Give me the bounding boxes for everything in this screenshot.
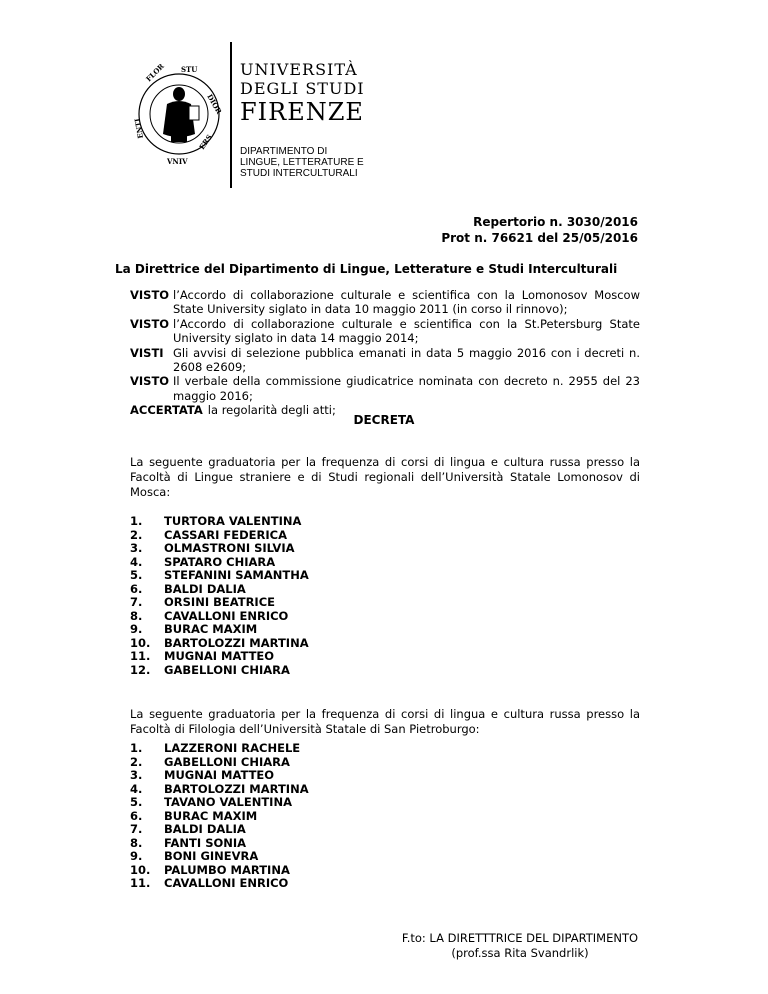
ranking-number: 4.: [130, 554, 143, 569]
ranking-number: 6.: [130, 581, 143, 596]
logo-divider: [230, 42, 232, 188]
svg-text:ERS: ERS: [197, 132, 214, 152]
ranking-number: 1.: [130, 741, 143, 755]
candidate-name: BONI GINEVRA: [164, 849, 259, 863]
whereas-clauses: [130, 288, 640, 418]
ranking-entry: [130, 864, 309, 878]
university-line-3: FIRENZE: [240, 98, 364, 126]
ranking-entry: [130, 850, 309, 864]
candidate-name: BALDI DALIA: [164, 581, 246, 596]
whereas-text: Gli avvisi di selezione pubblica emanati in data 5 maggio 2016 con i decreti n. 2608 e2609;: [173, 345, 640, 375]
candidate-name: LAZZERONI RACHELE: [164, 741, 301, 755]
ranking-entry: [130, 810, 309, 824]
ranking-number: 3.: [130, 768, 143, 782]
ranking-number: 11.: [130, 876, 151, 890]
candidate-name: GABELLONI CHIARA: [164, 754, 290, 769]
whereas-clause: [130, 317, 640, 346]
whereas-text: Il verbale della commissione giudicatrice nominata con decreto n. 2955 del 23 maggio 2016;: [173, 374, 640, 403]
ranking-number: 7.: [130, 595, 143, 609]
ranking-number: 1.: [130, 514, 143, 528]
protocol-number: Prot n. 76621 del 25/05/2016: [441, 231, 638, 245]
whereas-key: VISTO: [130, 288, 170, 302]
candidate-name: TURTORA VALENTINA: [164, 514, 302, 528]
candidate-name: MUGNAI MATTEO: [164, 768, 275, 782]
department-line-2: LINGUE, LETTERATURE E: [240, 157, 364, 168]
moscow-ranking-intro: La seguente graduatoria per la frequenza di corsi di lingua e cultura russa presso la Facoltà di Lingue straniere e di Studi regionali dell’Università Statale Lomonosov di Mosca:: [130, 455, 640, 499]
svg-text:DIOR: DIOR: [205, 92, 224, 116]
ranking-number: 2.: [130, 754, 143, 769]
decree-heading: DECRETA: [353, 413, 415, 427]
ranking-number: 4.: [130, 781, 143, 796]
candidate-name: BARTOLOZZI MARTINA: [164, 781, 309, 796]
svg-text:FLOR: FLOR: [144, 61, 166, 84]
ranking-entry: [130, 664, 309, 678]
whereas-key: VISTO: [130, 374, 170, 389]
university-logo: [132, 42, 437, 192]
whereas-key: ACCERTATA: [130, 403, 203, 418]
whereas-clause: [130, 346, 640, 375]
ranking-number: 8.: [130, 608, 143, 623]
university-seal-icon: [132, 42, 224, 187]
ranking-number: 10.: [130, 635, 151, 650]
candidate-name: ORSINI BEATRICE: [164, 595, 276, 609]
candidate-name: TAVANO VALENTINA: [164, 795, 292, 809]
ranking-entry: [130, 515, 309, 529]
ranking-number: 3.: [130, 541, 143, 555]
ranking-entry: [130, 637, 309, 651]
ranking-number: 5.: [130, 568, 143, 582]
whereas-clause: [130, 288, 640, 317]
ranking-entry: [130, 529, 309, 543]
ranking-number: 12.: [130, 662, 151, 677]
ranking-number: 10.: [130, 862, 151, 877]
candidate-name: BALDI DALIA: [164, 822, 246, 836]
whereas-clause: [130, 374, 640, 403]
signature-title: F.to: LA DIRETTTRICE DEL DIPARTIMENTO: [401, 931, 639, 945]
candidate-name: CASSARI FEDERICA: [164, 527, 288, 542]
ranking-entry: [130, 542, 309, 556]
svg-text:VNIV: VNIV: [167, 157, 188, 166]
ranking-entry: [130, 623, 309, 637]
ranking-entry: [130, 596, 309, 610]
university-line-2: DEGLI STUDI: [240, 79, 365, 98]
petersburg-ranking-intro: La seguente graduatoria per la frequenza di corsi di lingua e cultura russa presso la Facoltà di Filologia dell’Università Statale di San Pietroburgo:: [130, 707, 640, 736]
whereas-text: l’Accordo di collaborazione culturale e scientifica con la St.Petersburg State University siglato in data 14 maggio 2014;: [173, 316, 640, 346]
ranking-number: 8.: [130, 835, 143, 850]
candidate-name: GABELLONI CHIARA: [164, 662, 290, 677]
signature-block: [385, 931, 655, 961]
director-title: La Direttrice del Dipartimento di Lingue, Letterature e Studi Interculturali: [115, 262, 618, 276]
signature-name: (prof.ssa Rita Svandrlik): [451, 946, 589, 960]
ranking-entry: [130, 837, 309, 851]
ranking-entry: [130, 556, 309, 570]
ranking-entry: [130, 769, 309, 783]
ranking-entry: [130, 583, 309, 597]
ranking-number: 11.: [130, 649, 151, 663]
candidate-name: PALUMBO MARTINA: [164, 862, 290, 877]
ranking-number: 7.: [130, 822, 143, 836]
whereas-text: l’Accordo di collaborazione culturale e scientifica con la Lomonosov Moscow State University siglato in data 10 maggio 2011 (in corso il rinnovo);: [173, 288, 640, 317]
ranking-number: 6.: [130, 808, 143, 823]
candidate-name: MUGNAI MATTEO: [164, 649, 275, 663]
moscow-ranking-list: [130, 515, 309, 677]
ranking-number: 9.: [130, 849, 143, 863]
ranking-entry: [130, 783, 309, 797]
department-line-3: STUDI INTERCULTURALI: [240, 168, 358, 179]
svg-text:STU: STU: [181, 65, 198, 74]
candidate-name: CAVALLONI ENRICO: [164, 876, 289, 890]
ranking-entry: [130, 742, 309, 756]
university-line-1: UNIVERSITÀ: [240, 60, 358, 79]
department-name: [240, 146, 364, 179]
ranking-number: 2.: [130, 527, 143, 542]
department-line-1: DIPARTIMENTO DI: [240, 146, 328, 157]
candidate-name: OLMASTRONI SILVIA: [164, 541, 295, 555]
whereas-key: VISTO: [130, 316, 170, 331]
ranking-number: 5.: [130, 795, 143, 809]
ranking-number: 9.: [130, 622, 143, 636]
university-name: [240, 60, 440, 126]
candidate-name: SPATARO CHIARA: [164, 554, 276, 569]
candidate-name: BURAC MAXIM: [164, 622, 258, 636]
candidate-name: FANTI SONIA: [164, 835, 247, 850]
ranking-entry: [130, 569, 309, 583]
ranking-entry: [130, 650, 309, 664]
svg-text:ENTI: ENTI: [132, 117, 145, 140]
candidate-name: BURAC MAXIM: [164, 808, 258, 823]
ranking-entry: [130, 610, 309, 624]
candidate-name: STEFANINI SAMANTHA: [164, 568, 309, 582]
ranking-entry: [130, 877, 309, 891]
whereas-text: la regolarità degli atti;: [207, 403, 336, 418]
whereas-key: VISTI: [130, 345, 164, 360]
ranking-entry: [130, 823, 309, 837]
petersburg-ranking-list: [130, 742, 309, 891]
ranking-entry: [130, 756, 309, 770]
ranking-entry: [130, 796, 309, 810]
repertorio-number: Repertorio n. 3030/2016: [473, 215, 638, 229]
reference-block: [441, 214, 638, 246]
candidate-name: CAVALLONI ENRICO: [164, 608, 289, 623]
candidate-name: BARTOLOZZI MARTINA: [164, 635, 309, 650]
